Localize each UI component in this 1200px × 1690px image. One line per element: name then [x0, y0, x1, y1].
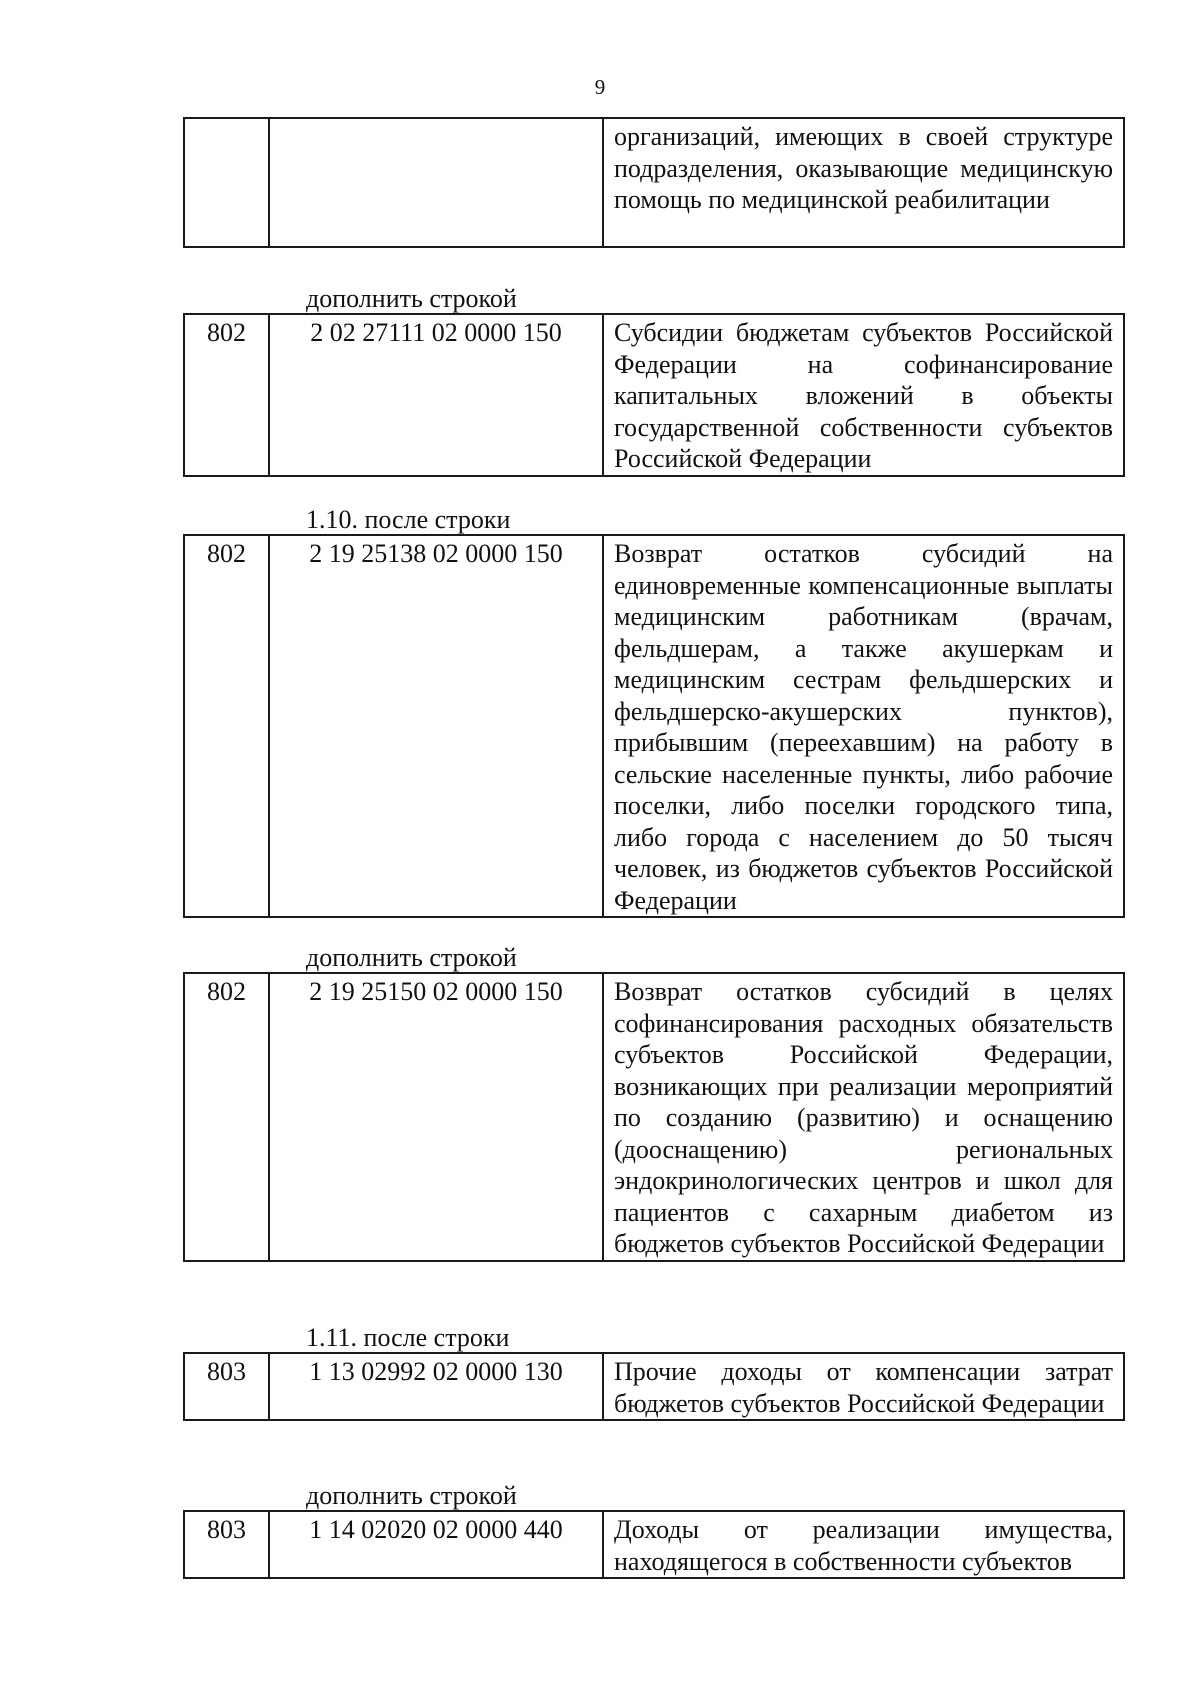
after-row-table — [183, 1352, 1125, 1421]
section-heading: дополнить строкой — [306, 943, 517, 972]
add-row-table — [183, 972, 1125, 1262]
admin-code-cell: 802 — [184, 973, 269, 1261]
table-row — [184, 1353, 1124, 1420]
description-cell: организаций, имеющих в своей структуре подразделения, оказывающие медицинскую помощь по медицинской реабилитации — [603, 118, 1124, 247]
description-cell: Прочие доходы от компенсации затрат бюджетов субъектов Российской Федерации — [603, 1353, 1124, 1420]
after-row-table — [183, 534, 1125, 918]
description-cell: Возврат остатков субсидий на единовременные компенсационные выплаты медицинским работникам (врачам, фельдшерам, а также акушеркам и медицинским сестрам фельдшерских и фельдшерско-акушерских пунктов), прибывшим (переехавшим) на работу в сельские населенные пункты, либо рабочие поселки, либо поселки городского типа, либо города с населением до 50 тысяч человек, из бюджетов субъектов Российской Федерации — [603, 535, 1124, 917]
budget-code-cell — [269, 118, 603, 247]
description-cell: Возврат остатков субсидий в целях софинансирования расходных обязательств субъектов Российской Федерации, возникающих при реализации мероприятий по созданию (развитию) и оснащению (дооснащению) региональных эндокринологических центров и школ для пациентов с сахарным диабетом из бюджетов субъектов Российской Федерации — [603, 973, 1124, 1261]
admin-code-cell: 803 — [184, 1511, 269, 1578]
admin-code-cell — [184, 118, 269, 247]
add-row-table — [183, 1510, 1125, 1579]
section-heading: 1.11. после строки — [306, 1323, 510, 1352]
section-heading: дополнить строкой — [306, 1481, 517, 1510]
table-row — [184, 1511, 1124, 1578]
budget-code-cell: 2 19 25150 02 0000 150 — [269, 973, 603, 1261]
budget-code-cell: 1 14 02020 02 0000 440 — [269, 1511, 603, 1578]
table-row — [184, 118, 1124, 247]
budget-code-cell: 2 02 27111 02 0000 150 — [269, 314, 603, 476]
admin-code-cell: 802 — [184, 314, 269, 476]
continuation-table — [183, 117, 1125, 248]
page-number: 9 — [594, 75, 606, 99]
table-row — [184, 314, 1124, 476]
budget-code-cell: 1 13 02992 02 0000 130 — [269, 1353, 603, 1420]
admin-code-cell: 803 — [184, 1353, 269, 1420]
section-heading: дополнить строкой — [306, 284, 517, 313]
add-row-table — [183, 313, 1125, 477]
description-cell: Субсидии бюджетам субъектов Российской Федерации на софинансирование капитальных вложений в объекты государственной собственности субъектов Российской Федерации — [603, 314, 1124, 476]
admin-code-cell: 802 — [184, 535, 269, 917]
section-heading: 1.10. после строки — [306, 505, 511, 534]
table-row — [184, 973, 1124, 1261]
budget-code-cell: 2 19 25138 02 0000 150 — [269, 535, 603, 917]
description-cell: Доходы от реализации имущества, находящегося в собственности субъектов — [603, 1511, 1124, 1578]
table-row — [184, 535, 1124, 917]
